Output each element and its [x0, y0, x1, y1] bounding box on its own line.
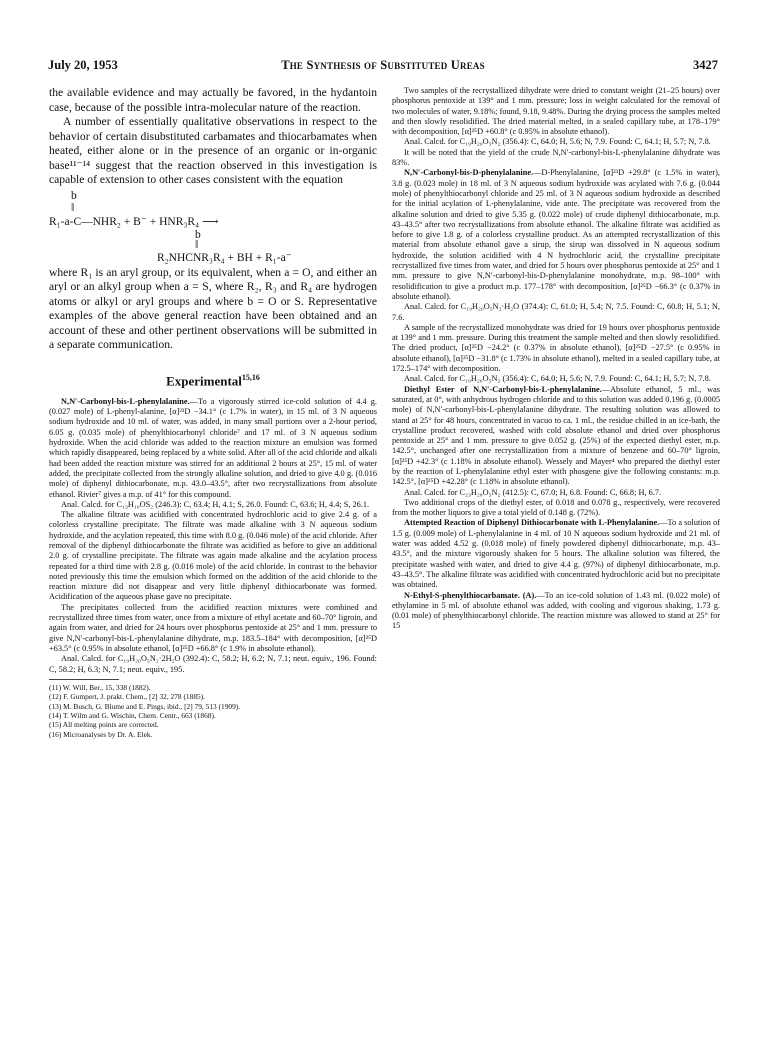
ethyl-thiocarbamate-text: —To an ice-cold solution of 1.43 ml. (0.022 mole) of ethylamine in 5 ml. of absolute ethanol was added, with cooling and vigorous shaking, 1.73 g. (0.01 mole) of phenylthiocarbonyl chloride. The reaction mixture was allowed to stand at 25° for 15	[392, 590, 720, 631]
subheading-l-compound: N,N′-Carbonyl-bis-L-phenylalanine.	[61, 396, 190, 406]
footnote-12: (12) F. Gumpert, J. prakt. Chem., [2] 32, 278 (1885).	[49, 692, 206, 702]
paragraph-analysis-5: Anal. Calcd. for C₁₉H₂₀O₅N₂ (356.4): C, 64.0; H, 5.6; N, 7.9. Found: C, 64.1; H, 5.7; N, 7.8.	[404, 374, 711, 384]
paragraph-intro-continuation: the available evidence and may actually be favored, in the hydantoin case, because of the possible intra-molecular nature of the reaction.	[49, 86, 377, 114]
paragraph-additional-crops: Two additional crops of the diethyl ester, of 0.018 and 0.078 g., respectively, were recovered from the mother liquors to give a total yield of 0.148 g. (72%).	[392, 497, 720, 518]
paragraph-observations: A number of essentially qualitative observations in respect to the behavior of certain disubstituted carbamates and thiocarbamates when heated, either alone or in the presence of an organic or in-organic base¹¹⁻¹⁴ suggest that the reaction observed in this investigation is capable of extension to other cases consistent with the equation	[49, 115, 377, 186]
footnote-15: (15) All melting points are corrected.	[49, 720, 159, 730]
header-date: July 20, 1953	[48, 58, 118, 72]
footnote-13: (13) M. Busch, G. Blume and E. Pings, ibid., [2] 79, 513 (1909).	[49, 701, 241, 711]
diethyl-ester-text: —Absolute ethanol, 5 ml., was saturated, at 0°, with anhydrous hydrogen chloride and to this solution was added 0.196 g. (0.0005 mole) of N,N′-carbonyl-bis-L-phenylalanine dihydrate. The resulting solution was allowed to stand at 25° for 48 hours, concentrated in vacuo to ca. 1 ml., the residue chilled in an ice-bath, the crystalline product recovered, washed with cold absolute ethanol and dried over phosphorus pentoxide at 25° and 1 mm. pressure to give 0.052 g. (25%) of the expected diethyl ester, m.p. 142.5°, unchanged after one recrystallization from a mixture of benzene and 60–70° ligroin, [α]²⁵D +42.3° (c 1.18% in absolute ethanol). Wessely and Mayer⁴ who prepared the diethyl ester by the reaction of L-phenylalanine ethyl ester with phosgene give the following constants: m.p. 142.5°, [α]²⁵D +42.28° (c 1.18% in absolute ethanol).	[392, 384, 720, 487]
footnote-rule	[49, 679, 119, 680]
d-synthesis-text: —D-Phenylalanine, [α]²³D +29.8° (c 1.5% in water), 3.8 g. (0.023 mole) in 18 ml. of 3 N aqueous sodium hydroxide was acylated with 7.6 g. (0.044 mole) of phenylthiocarbonyl chloride and 25 ml. of 3 N aqueous sodium hydroxide as described for the initial acylation of L-phenylalanine, vide ante. The precipitate was recovered from the alkaline solution and dried to give 5.35 g. (0.022 mole) of crude diphenyl dithiocarbonate, m.p. 43–43.5° after two recrystallizations from absolute ethanol. The alkaline filtrate was acidified as before to give 1.8 g. of a colorless crystalline product. As an attempted recrystallization of this material from absolute ethanol gave a sirup, the sirup was dissolved in N aqueous sodium hydroxide, the solution acidified with 4 N hydrochloric acid, the crystalline precipitate recrystallized five times from water, and dried for 5 hours over phosphorus pentoxide at 25° and 1 mm. pressure to give N,N′-carbonyl-bis-D-phenylalanine monohydrate, m.p. 98–100° with resolidification to give a product m.p. 177–178° with decomposition, [α]²⁵D −66.3° (c 0.37% in absolute ethanol).	[392, 168, 720, 301]
running-header	[48, 58, 718, 74]
equation-double-bond-2: ‖	[195, 238, 199, 251]
subheading-attempted-reaction: Attempted Reaction of Diphenyl Dithiocarbonate with L-Phenylalanine.	[404, 518, 660, 528]
experimental-title: Experimental	[166, 372, 242, 388]
paragraph-precipitates: The precipitates collected from the acidified reaction mixtures were combined and recrystallized three times from water, once from a mixture of ethyl acetate and 60–70° ligroin, and again from water, and dried for 24 hours over phosphorus pentoxide at 25° and 1 mm. pressure to give N,N′-carbonyl-bis-L-phenylalanine dihydrate, m.p. 183.5–184° with decomposition, [α]²⁵D +63.5° (c 0.95% in absolute ethanol, [α]²⁵D +66.8° (c 1.9% in absolute ethanol).	[49, 602, 377, 653]
experimental-footnote-ref: 15,16	[241, 372, 260, 382]
paragraph-analysis-2: Anal. Calcd. for C₁₉H₂₀O₅N₂·2H₂O (392.4): C, 58.2; H, 6.2; N, 7.1; neut. equiv., 196. Found: C, 58.2; H, 6.3; N, 7.1; neut. equiv., 195.	[49, 654, 377, 674]
l-synthesis-text: —To a vigorously stirred ice-cold solution of 4.4 g. (0.027 mole) of L-phenyl-alanine, [α]²³D −34.1° (c 1.7% in water), in 15 ml. of 3 N aqueous sodium hydroxide and 10 ml. of water, was added, in many small portions over a 2-hour period, 6.05 g. (0.035 mole) of phenylthiocarbonyl chloride⁷ and 17 ml. of 3 N aqueous sodium hydroxide. When the acid chloride was added to the reaction mixture an emulsion was formed which rapidly disappeared, being replaced by a white solid. After all of the acid chloride and alkali had been added the reaction mixture was stirred for an additional 2 hours at 25°, 15 ml. of water added, the precipitate collected from the strongly alkaline solution, and dried to give 4.0 g. (0.016 mole) of diphenyl dithiocarbonate, m.p. 43.0–43.5°, after two recrystallizations from absolute ethanol. Rivier⁷ gives a m.p. of 41° for this compound.	[49, 396, 377, 499]
section-heading-experimental	[49, 373, 377, 389]
paragraph-yield-note: It will be noted that the yield of the crude N,N′-carbonyl-bis-L-phenylalanine dihydrate was 83%.	[392, 147, 720, 168]
paragraph-definitions: where R₁ is an aryl group, or its equivalent, when a = O, and either an aryl or an alkyl group when a = S, where R₂, R₃ and R₄ are hydrogen atoms or alkyl or aryl groups and where b = O or S. Representative examples of the above general reaction have been obtained and an account of these and other pertinent observations will be submitted in a separate communication.	[49, 265, 377, 351]
paragraph-analysis-6: Anal. Calcd. for C₂₃H₂₈O₅N₂ (412.5): C, 67.0; H, 6.8. Found: C, 66.8; H, 6.7.	[404, 487, 662, 497]
equation-double-bond-1: ‖	[71, 201, 75, 214]
paragraph-ethyl-thiocarbamate	[392, 591, 720, 632]
equation-line-2: R₂NHCNR₃R₄ + BH + R₁-a⁻	[157, 251, 292, 264]
right-column	[392, 86, 720, 632]
paragraph-analysis-3: Anal. Calcd. for C₁₉H₂₀O₅N₂ (356.4): C, 64.0; H, 5.6; N, 7.9. Found: C, 64.1; H, 5.7; N, 7.8.	[404, 137, 711, 147]
attempted-reaction-text: —To a solution of 1.5 g. (0.009 mole) of L-phenylalanine in 4 ml. of 10 N aqueous sodium hydroxide and 21 ml. of water was added 4.52 g. (0.018 mole) of finely powdered diphenyl dithiocarbonate, m.p. 43–43.5°, and the mixture vigorously shaken for 5 hours. The alkaline solution was filtered, the precipitate washed with water, and dried to give 4.4 g. (97%) of diphenyl dithiocarbonate, m.p. 43–43.5°. The alkaline filtrate was acidified with concentrated hydrochloric acid but no precipitate was obtained.	[392, 518, 720, 590]
header-page-number: 3427	[693, 58, 718, 72]
left-column	[49, 86, 377, 739]
equation-b-top-2: b	[195, 228, 201, 241]
footnote-11: (11) W. Will, Ber., 15, 338 (1882).	[49, 682, 151, 692]
header-title: The Synthesis of Substituted Ureas	[281, 58, 485, 72]
paragraph-l-phenylalanine-synthesis	[49, 397, 377, 500]
paragraph-drying-samples: Two samples of the recrystallized dihydrate were dried to constant weight (21–25 hours) over phosphorus pentoxide at 139° and 1 mm. pressure; loss in weight calculated for the removal of two molecules of water, 9.18%; found, 9.18, 9.48%. During the drying process the samples melted and then slowly resolidified. The dried material melted, in a sealed capillary tube, at 178–179° with decomposition, [α]²⁵D +60.8° (c 0.95% in absolute ethanol).	[392, 86, 720, 137]
paragraph-diethyl-ester	[392, 385, 720, 488]
footnotes	[49, 683, 377, 739]
subheading-d-compound: N,N′-Carbonyl-bis-D-phenylalanine.	[404, 168, 534, 178]
paragraph-analysis-4: Anal. Calcd. for C₁₉H₂₀O₅N₂·H₂O (374.4): C, 61.0; H, 5.4; N, 7.5. Found: C, 60.8; H, 5.1; N, 7.6.	[392, 302, 720, 322]
footnote-16: (16) Microanalyses by Dr. A. Elek.	[49, 729, 153, 739]
paragraph-analysis-1: Anal. Calcd. for C₁₃H₁₀OS₂ (246.3): C, 63.4; H, 4.1; S, 26.0. Found: C, 63.6; H, 4.4; S, 26.1.	[61, 499, 370, 509]
paragraph-attempted-reaction	[392, 518, 720, 590]
paragraph-alkaline-filtrate: The alkaline filtrate was acidified with concentrated hydrochloric acid to give 2.4 g. of a colorless crystalline precipitate. The filtrate was made alkaline with 3 N aqueous sodium hydroxide, and the acylation repeated, this time with 8.0 g. (0.046 mole) of the acid chloride. After removal of the diphenyl dithiocarbonate the filtrate was acidified as before to give an additional 2.0 g. of crystalline precipitate. The filtrate was again made alkaline and the acylation process repeated for a third time with 2.8 g. (0.016 mole) of the acid chloride. In contrast to the behavior noted previously this time the emulsion which formed on the addition of the acid chloride to the reaction mixture did not disappear and very little diphenyl dithiocarbonate was formed. Acidification of the aqueous phase gave no precipitate.	[49, 510, 377, 602]
subheading-ethyl-thiocarbamate: N-Ethyl-S-phenylthiocarbamate. (A).	[404, 590, 537, 600]
reaction-equation	[49, 188, 377, 264]
footnote-14: (14) T. Wilm and G. Wischin, Chem. Centr., 663 (1868).	[49, 711, 216, 721]
paragraph-monohydrate-drying: A sample of the recrystallized monohydrate was dried for 19 hours over phosphorus pentoxide at 139° and 1 mm. pressure. During this treatment the sample melted and then slowly resolidified. The dried product, [α]²⁵D −24.2° (c 0.37% in absolute ethanol), [α]²⁵D −27.5° (c 0.95% in absolute ethanol), [α]²⁵D −31.8° (c 1.73% in absolute ethanol), melted in a sealed capillary tube, at 172.5–174° with decomposition.	[392, 322, 720, 374]
subheading-diethyl-ester: Diethyl Ester of N,N′-Carbonyl-bis-L-phenylalanine.	[404, 384, 602, 394]
equation-line-1: R₁-a-C—NHR₂ + B⁻ + HNR₃R₄ ⟶	[49, 215, 219, 228]
paragraph-d-phenylalanine-synthesis	[392, 168, 720, 302]
equation-b-top-1: b	[71, 189, 77, 202]
